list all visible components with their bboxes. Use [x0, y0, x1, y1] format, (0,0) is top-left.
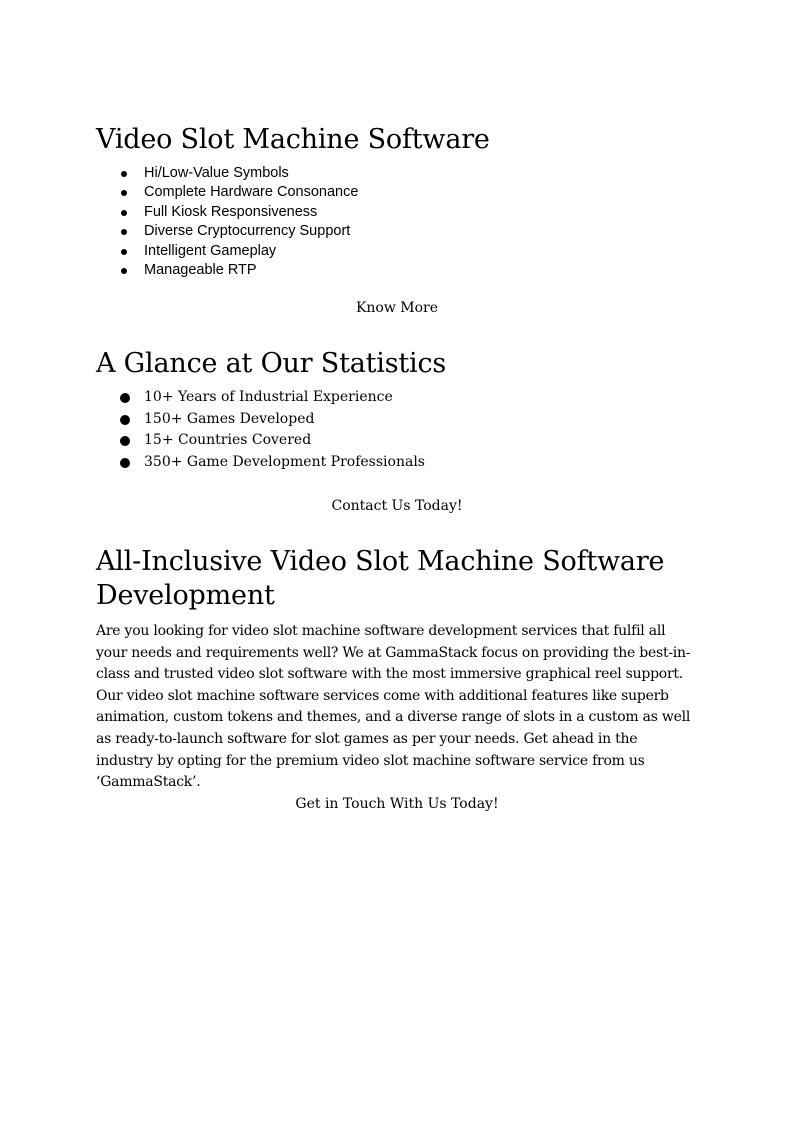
list-item-text: 15+ Countries Covered: [144, 432, 312, 449]
bullet-icon: [121, 249, 127, 255]
list-item-text: Full Kiosk Responsiveness: [144, 203, 318, 220]
bullet-icon: [121, 171, 127, 177]
bullet-icon: [120, 415, 130, 425]
list-item: [96, 409, 425, 431]
list-item: [96, 430, 425, 452]
list-item: [96, 387, 425, 409]
body-paragraph: Are you looking for video slot machine software development services that fulfil all your needs and requirements well? We at GammaStack focus on providing the best-in-class and trusted video slot software with the most immersive graphical reel support. Our video slot machine software services come with additional features like superb animation, custom tokens and themes, and a diverse range of slots in a custom as well as ready-to-launch software for slot games as per your needs. Get ahead in the industry by opting for the premium video slot machine software service from us ‘GammaStack’.: [96, 623, 691, 791]
list-item-text: Hi/Low-Value Symbols: [144, 165, 289, 181]
know-more-link[interactable]: Know More: [355, 300, 439, 316]
list-item: [96, 164, 358, 183]
section-title-statistics: A Glance at Our Statistics: [96, 348, 447, 379]
section-title-development: All-Inclusive Video Slot Machine Software Development: [96, 546, 665, 611]
list-item: [96, 242, 358, 261]
list-item-text: 350+ Game Development Professionals: [144, 454, 425, 471]
list-item: [96, 183, 358, 202]
list-item: [96, 261, 358, 280]
list-item: [96, 452, 425, 474]
feature-list: [96, 164, 358, 280]
list-item-text: 150+ Games Developed: [144, 410, 315, 427]
bullet-icon: [121, 268, 127, 274]
list-item-text: Diverse Cryptocurrency Support: [144, 223, 351, 240]
statistics-list: [96, 387, 425, 474]
section-title-video-slot: Video Slot Machine Software: [96, 124, 490, 155]
list-item-text: Complete Hardware Consonance: [144, 184, 359, 201]
bullet-icon: [121, 229, 127, 235]
list-item: [96, 203, 358, 222]
list-item-text: Manageable RTP: [144, 262, 257, 279]
list-item-text: 10+ Years of Industrial Experience: [144, 389, 393, 405]
bullet-icon: [121, 210, 127, 216]
get-in-touch-link[interactable]: Get in Touch With Us Today!: [295, 796, 499, 812]
list-item-text: Intelligent Gameplay: [144, 242, 277, 259]
bullet-icon: [120, 393, 130, 403]
contact-us-link[interactable]: Contact Us Today!: [331, 498, 463, 514]
list-item: [96, 222, 358, 241]
bullet-icon: [120, 458, 130, 468]
bullet-icon: [120, 436, 130, 446]
bullet-icon: [121, 190, 127, 196]
